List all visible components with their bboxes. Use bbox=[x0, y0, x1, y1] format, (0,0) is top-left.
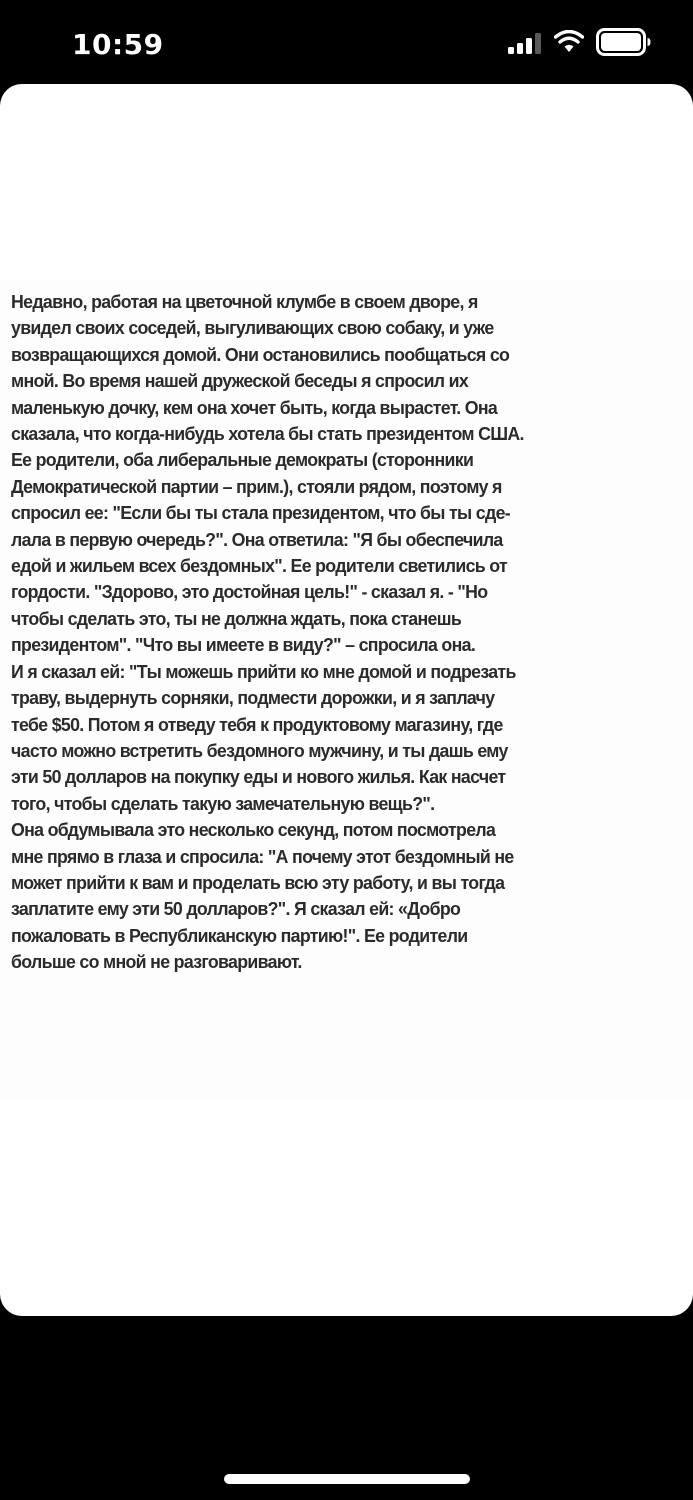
post-text-line: Ее родители, оба либеральные демократы (сторонники bbox=[11, 449, 474, 471]
home-indicator[interactable] bbox=[224, 1474, 470, 1484]
post-text-line: Демократической партии – прим.), стояли рядом, поэтому я bbox=[11, 475, 502, 497]
post-text bbox=[11, 289, 661, 976]
post-text-line: пожаловать в Республиканскую партию!". Ее родители bbox=[11, 924, 468, 946]
cellular-signal-icon bbox=[508, 32, 542, 54]
wifi-icon bbox=[554, 30, 584, 54]
post-text-line: чтобы сделать это, ты не должна ждать, пока станешь bbox=[11, 607, 462, 629]
post-text-line: того, чтобы сделать такую замечательную вещь?". bbox=[11, 792, 435, 814]
status-bar bbox=[0, 0, 693, 84]
post-text-line: Недавно, работая на цветочной клумбе в своем дворе, я bbox=[11, 291, 478, 312]
post-card bbox=[0, 84, 693, 1316]
post-text-line: сказала, что когда-нибудь хотела бы стать президентом США. bbox=[11, 423, 524, 445]
post-text-line: И я сказал ей: "Ты можешь прийти ко мне домой и подрезать bbox=[11, 660, 516, 682]
post-text-line: увидел своих соседей, выгуливающих свою собаку, и уже bbox=[11, 317, 494, 339]
post-text-line: тебе $50. Потом я отведу тебя к продуктовому магазину, где bbox=[11, 713, 503, 735]
post-text-line: гордости. "Здорово, это достойная цель!" - сказал я. - "Но bbox=[11, 581, 488, 603]
post-text-line: лала в первую очередь?". Она ответила: "Я бы обеспечила bbox=[11, 528, 503, 550]
post-text-line: спросил ее: "Если бы ты стала президентом, что бы ты сде- bbox=[11, 502, 511, 524]
post-text-line: заплатите ему эти 50 долларов?". Я сказал ей: «Добро bbox=[11, 898, 461, 920]
post-text-image bbox=[0, 279, 693, 1101]
post-text-line: больше со мной не разговаривают. bbox=[11, 951, 302, 973]
post-text-line: мной. Во время нашей дружеской беседы я спросил их bbox=[11, 370, 469, 392]
post-text-line: маленькую дочку, кем она хочет быть, когда вырастет. Она bbox=[11, 396, 498, 418]
status-time: 10:59 bbox=[72, 28, 164, 61]
post-text-line: траву, выдернуть сорняки, подмести дорожки, и я заплачу bbox=[11, 687, 495, 709]
post-text-line: может прийти к вам и проделать всю эту работу, и вы тогда bbox=[11, 871, 505, 893]
post-text-line: эти 50 долларов на покупку еды и нового жилья. Как насчет bbox=[11, 766, 506, 788]
post-text-line: президентом". "Что вы имеете в виду?" – спросила она. bbox=[11, 634, 476, 656]
post-text-line: едой и жильем всех бездомных". Ее родители светились от bbox=[11, 555, 508, 577]
post-text-line: мне прямо в глаза и спросила: "А почему этот бездомный не bbox=[11, 845, 514, 867]
battery-icon bbox=[596, 28, 652, 56]
post-text-line: часто можно встретить бездомного мужчину, и ты дашь ему bbox=[11, 739, 508, 761]
post-text-line: Она обдумывала это несколько секунд, потом посмотрела bbox=[11, 819, 496, 841]
post-text-line: возвращающихся домой. Они остановились пообщаться со bbox=[11, 343, 510, 365]
